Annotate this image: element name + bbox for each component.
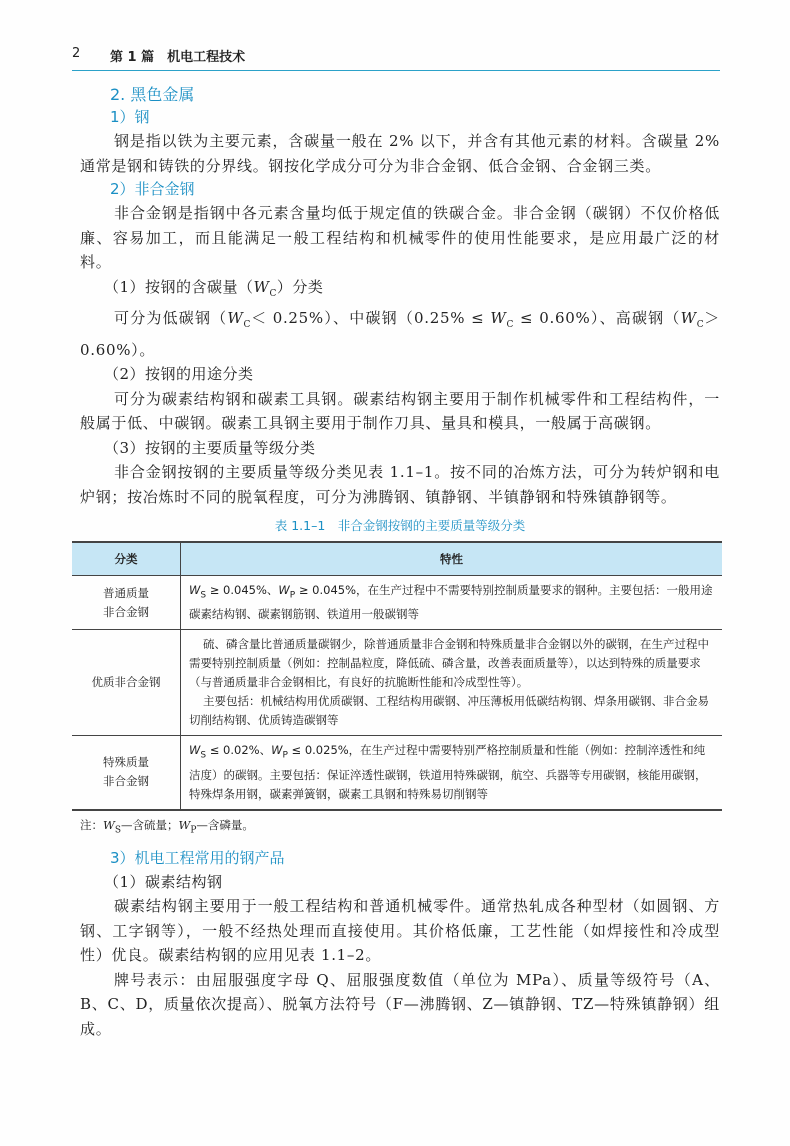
grade-designation-paragraph: 牌号表示：由屈服强度字母 Q、屈服强度数值（单位为 MPa）、质量等级符号（A、B、C、D，质量依次提高）、脱氧方法符号（F—沸腾钢、Z—镇静钢、TZ—特殊镇静钢）组成。 — [80, 970, 720, 1038]
table-header-category: 分类 — [72, 542, 181, 576]
subsection-heading-nonalloy: 2）非合金钢 — [110, 180, 195, 198]
subsection-heading-steel-products: 3）机电工程常用的钢产品 — [110, 848, 285, 867]
quality-classification-paragraph: 非合金钢按钢的主要质量等级分类见表 1.1–1。按不同的冶炼方法，可分为转炉钢和电炉钢；按冶炼时不同的脱氧程度，可分为沸腾钢、镇静钢、半镇静钢和特殊镇静钢等。 — [80, 463, 720, 506]
page-content — [80, 84, 720, 1041]
table-cell-category: 优质非合金钢 — [72, 630, 181, 736]
table-cell-property: 硫、磷含量比普通质量碳钢少，除普通质量非合金钢和特殊质量非合金钢以外的碳钢，在生产过程中需要特别控制质量（例如：控制晶粒度，降低硫、磷含量，改善表面质量等），以达到特殊的质量要求（与普通质量非合金钢相比，有良好的抗脆断性能和冷成型性等）。 主要包括：机械结构用优质碳钢、工程结构用碳钢、冲压薄板用低碳结构钢、焊条用碳钢、非合金易切削结构钢、优质铸造碳钢等 — [181, 630, 723, 736]
carbon-structural-steel-heading: （1）碳素结构钢 — [104, 872, 223, 891]
table-cell-property: $W_S \le 0.02\%$、$W_P \le 0.025\%$，在生产过程中需要特别严格控制质量和性能（例如：控制淬透性和纯洁度）的碳钢。主要包括：保证淬透性碳钢，铁道用特殊碳钢，航空、兵器等专用碳钢，核能用碳钢，特殊焊条用钢，碳素弹簧钢，碳素工具钢和特殊易切削钢等 — [181, 736, 723, 810]
table-note: 注：$W_S—$含硫量；$W_P—$含磷量。 — [80, 817, 254, 835]
table-row — [72, 736, 722, 810]
carbon-structural-steel-paragraph: 碳素结构钢主要用于一般工程结构和普通机械零件。通常热轧成各种型材（如圆钢、方钢、工字钢等），一般不经热处理而直接使用。其价格低廉，工艺性能（如焊接性和冷成型性）优良。碳素结构钢的应用见表 1.1–2。 — [80, 897, 720, 965]
table-cell-category: 特殊质量 非合金钢 — [72, 736, 181, 810]
carbon-classification-heading: （1）按钢的含碳量$(W_C)$分类 — [104, 277, 324, 299]
subsection-heading-steel: 1）钢 — [110, 108, 150, 126]
section-heading: 2. 黑色金属 — [110, 85, 195, 104]
carbon-classification-line: 可分为低碳钢$(W_C< 0.25\%)$、中碳钢$(0.25\% \le W_C \le 0.60\%)$、高碳钢$(W_C> 0.60\%)$。 — [80, 309, 720, 359]
chapter-title: 第 1 篇 机电工程技术 — [110, 50, 246, 65]
table-row — [72, 576, 722, 630]
table-cell-category: 普通质量 非合金钢 — [72, 576, 181, 630]
table-row — [72, 630, 722, 736]
usage-classification-paragraph: 可分为碳素结构钢和碳素工具钢。碳素结构钢主要用于制作机械零件和工程结构件，一般属于低、中碳钢。碳素工具钢主要用于制作刀具、量具和模具，一般属于高碳钢。 — [80, 389, 720, 432]
paragraph-nonalloy-definition: 非合金钢是指钢中各元素含量均低于规定值的铁碳合金。非合金钢（碳钢）不仅价格低廉、容易加工，而且能满足一般工程结构和机械零件的使用性能要求，是应用最广泛的材料。 — [80, 204, 720, 271]
table-header-property: 特性 — [181, 542, 723, 576]
page-header — [72, 46, 720, 71]
quality-classification-heading: （3）按钢的主要质量等级分类 — [104, 438, 316, 457]
page-number: 2 — [72, 46, 81, 61]
paragraph-steel-definition: 钢是指以铁为主要元素，含碳量一般在 2% 以下，并含有其他元素的材料。含碳量 2% 通常是钢和铸铁的分界线。钢按化学成分可分为非合金钢、低合金钢、合金钢三类。 — [80, 132, 720, 175]
table-caption: 表 1.1–1 非合金钢按钢的主要质量等级分类 — [274, 518, 526, 533]
table-header-row — [72, 542, 722, 576]
table-cell-property: $W_S \ge 0.045\%$、$W_P \ge 0.045\%$，在生产过程中不需要特别控制质量要求的钢种。主要包括：一般用途碳素结构钢、碳素钢筋钢、铁道用一般碳钢等 — [181, 576, 723, 630]
quality-grade-table — [72, 541, 722, 811]
usage-classification-heading: （2）按钢的用途分类 — [104, 365, 254, 383]
